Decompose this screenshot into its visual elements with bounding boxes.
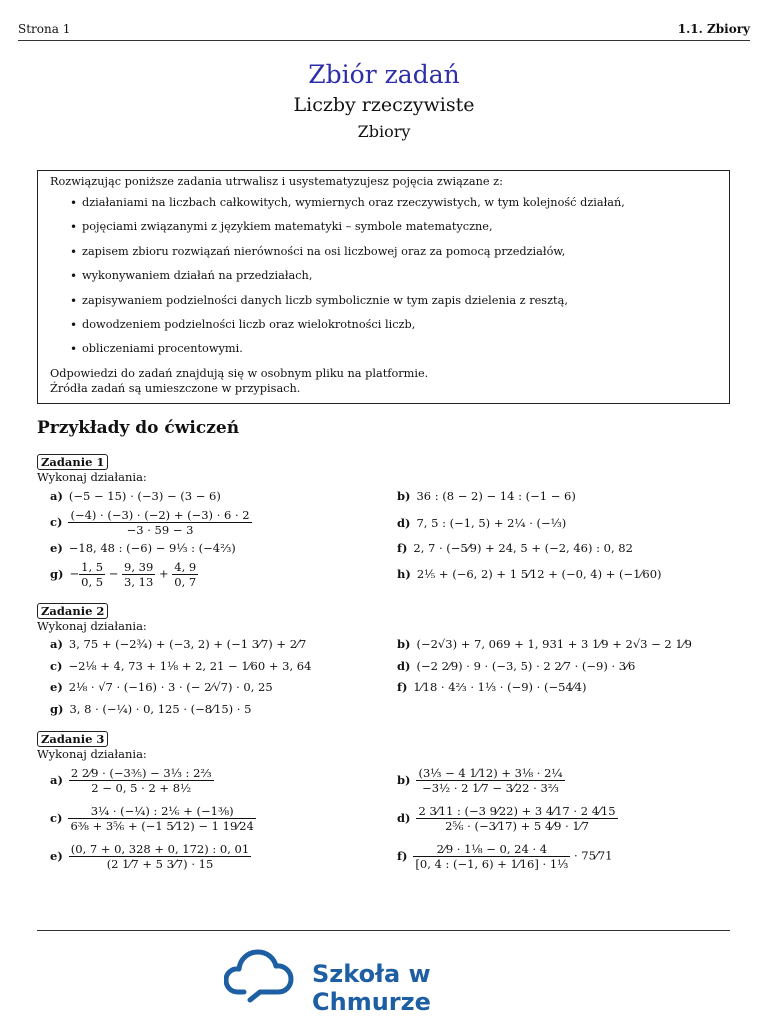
- exercise-1h: h) 2⅕ + (−6, 2) + 1 5⁄12 + (−0, 4) + (−1⁄60): [397, 567, 662, 581]
- exercise-1e: e) −18, 48 : (−6) − 9⅓ : (−4⅔): [50, 541, 236, 555]
- page-title: Zbiór zadań: [308, 60, 460, 89]
- exercise-3b: b) $\frac{\text{(3⅓ − 4 1⁄12) + 3⅛ · 2¼}}{\text{−3½ · 2 1⁄7 − 3⁄22 · 3⅔}}$: [397, 766, 563, 795]
- intro-item: • wykonywaniem działań na przedziałach,: [70, 264, 717, 288]
- exercise-1a: a) (−5 − 15) · (−3) − (3 − 6): [50, 489, 221, 503]
- section-label: 1.1. Zbiory: [677, 22, 750, 36]
- task-2: [37, 600, 147, 633]
- exercise-3d: d) $\frac{2 3⁄11 : (-3 9⁄22) + 3 4⁄17 \cdot 2 4⁄15}{\text{2⅚ · (−3⁄17) + 5 4⁄9 · 1⁄7}}$: [397, 804, 616, 833]
- exercise-1g: g) − $\frac{1, 5}{0, 5}$ − $\frac{9, 39}{3, 13}$ + $\frac{4, 9}{0, 7}$: [50, 560, 197, 589]
- task-instruction: Wykonaj działania:: [37, 747, 147, 761]
- task-instruction: Wykonaj działania:: [37, 619, 147, 633]
- exercise-2d: d) (−2 2⁄9) · 9 · (−3, 5) · 2 2⁄7 · (−9) · 3⁄6: [397, 659, 636, 673]
- brand-name: Szkoła w Chmurze: [312, 960, 431, 1016]
- exercise-1f: f) 2, 7 · (−5⁄9) + 24, 5 + (−2, 46) : 0, 82: [397, 541, 633, 555]
- section-heading: Przykłady do ćwiczeń: [37, 418, 240, 438]
- exercise-2a: a) 3, 75 + (−2¾) + (−3, 2) + (−1 3⁄7) + 2⁄7: [50, 637, 307, 651]
- intro-list: [50, 191, 717, 362]
- exercise-1c: c) $\frac{(-4) \cdot (-3) \cdot (-2) + (-3) \cdot 6 \cdot 2}{-3 \cdot 59 - 3}$: [50, 508, 250, 537]
- exercise-2f: f) 1⁄18 · 4⅔ · 1⅓ · (−9) · (−54⁄4): [397, 680, 587, 694]
- footer-divider: [37, 930, 730, 931]
- task-label: Zadanie 1: [37, 454, 108, 470]
- exercise-1d: d) 7, 5 : (−1, 5) + 2¼ · (−⅓): [397, 516, 567, 530]
- exercise-2c: c) −2⅛ + 4, 73 + 1⅛ + 2, 21 − 1⁄60 + 3, 64: [50, 659, 312, 673]
- intro-item: • zapisem zbioru rozwiązań nierówności na osi liczbowej oraz za pomocą przedziałów,: [70, 240, 717, 264]
- exercise-2g: g) 3, 8 · (−¼) · 0, 125 · (−8⁄15) · 5: [50, 702, 252, 716]
- intro-note-sources: Źródła zadań są umieszczone w przypisach.: [50, 381, 301, 395]
- intro-item: • zapisywaniem podzielności danych liczb symbolicznie w tym zapis dzielenia z resztą,: [70, 289, 717, 313]
- exercise-3f: f) $\frac{\text{2⁄9 · 1⅛ − 0, 24 · 4}}{\text{[0, 4 : (−1, 6) + 1⁄16] · 1⅓}}$ · 75⁄71: [397, 842, 613, 871]
- intro-item: • pojęciami związanymi z językiem matematyki – symbole matematyczne,: [70, 215, 717, 239]
- intro-item: • obliczeniami procentowymi.: [70, 337, 717, 361]
- page-subtitle: Liczby rzeczywiste: [293, 94, 475, 116]
- task-label: Zadanie 2: [37, 603, 108, 619]
- intro-lead: Rozwiązując poniższe zadania utrwalisz i usystematyzujesz pojęcia związane z:: [50, 175, 503, 188]
- intro-note-answers: Odpowiedzi do zadań znajdują się w osobnym pliku na platformie.: [50, 366, 429, 380]
- exercise-1b: b) 36 : (8 − 2) − 14 : (−1 − 6): [397, 489, 576, 503]
- brand-logo: [224, 944, 544, 1016]
- exercise-2b: b) (−2√3) + 7, 069 + 1, 931 + 3 1⁄9 + 2√3 − 2 1⁄9: [397, 637, 692, 651]
- page-topic: Zbiory: [357, 122, 411, 141]
- intro-item: • działaniami na liczbach całkowitych, wymiernych oraz rzeczywistych, w tym kolejność działań,: [70, 191, 717, 215]
- task-instruction: Wykonaj działania:: [37, 470, 147, 484]
- page-number: Strona 1: [18, 22, 71, 36]
- header-divider: [18, 40, 750, 41]
- task-label: Zadanie 3: [37, 731, 108, 747]
- exercise-2e: e) 2⅛ · √7 · (−16) · 3 · (− 2⁄√7) · 0, 25: [50, 680, 273, 694]
- cloud-icon: [224, 944, 304, 1004]
- exercise-3e: e) $\frac{(0, 7 + 0, 328 + 0, 172) : 0, 01}{(2 1⁄7 + 5 3⁄7) \cdot 15}$: [50, 842, 250, 871]
- exercise-3c: c) $\frac{\text{3¼ · (−¼) : 2⅙ + (−1⅜)}}{\text{6⅜ + 3⅚ + (−1 5⁄12) − 1 19⁄24}}$: [50, 804, 254, 833]
- task-1: [37, 451, 147, 484]
- task-3: [37, 728, 147, 761]
- exercise-3a: a) $\frac{\text{2 2⁄9 · (−3⅗) − 3⅓ : 2⅔}}{\text{2 − 0, 5 · 2 + 8½}}$: [50, 766, 212, 795]
- intro-box: [37, 170, 730, 404]
- intro-item: • dowodzeniem podzielności liczb oraz wielokrotności liczb,: [70, 313, 717, 337]
